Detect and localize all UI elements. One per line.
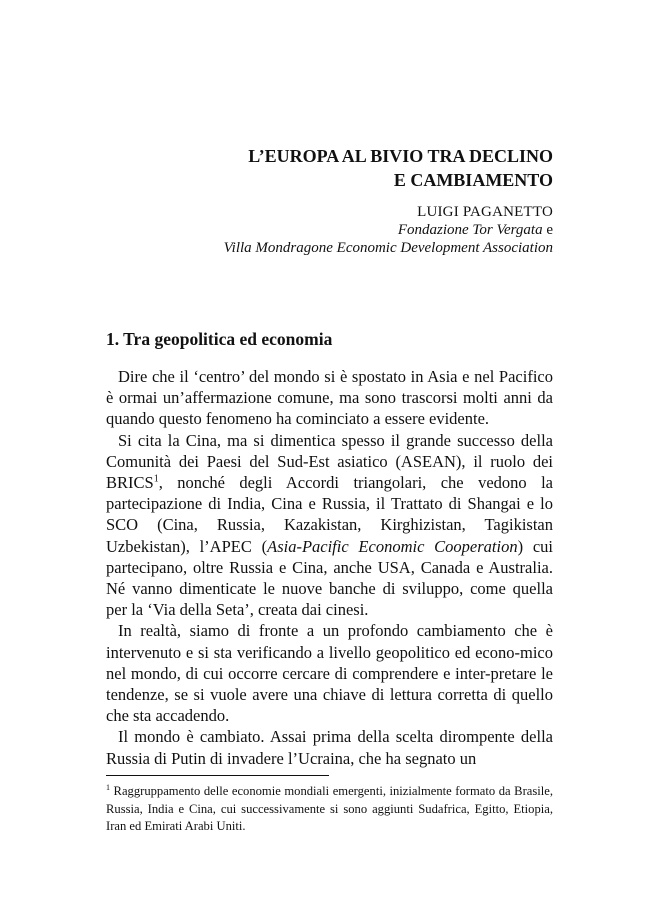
affiliation-2: Villa Mondragone Economic Development Association [223,240,553,256]
section-heading: 1. Tra geopolitica ed economia [106,329,333,349]
footnote-marker: 1 [106,782,110,792]
paragraph-1: Dire che il ‘centro’ del mondo si è spostato in Asia e nel Pacifico è ormai un’affermazione comune, ma sono trascorsi molti anni da quando questo fenomeno ha cominciato a essere evidente. [106,367,553,429]
body-text [106,366,553,769]
footnote-text: Raggruppamento delle economie mondiali emergenti, inizialmente formato da Brasile, Russia, India e Cina, cui successivamente si sono aggiunti Sudafrica, Egitto, Etiopia, Iran ed Emirati Arabi Uniti. [106,784,553,833]
paragraph-3: In realtà, siamo di fronte a un profondo cambiamento che è intervenuto e si sta verificando a livello geopolitico ed econo-mico nel mondo, di cui occorre cercare di comprendere e inter-pretare le tendenze, se si vuole avere una chiave di lettura corretta di quello che sta accadendo. [106,621,553,726]
affiliation-1: Fondazione Tor Vergata [397,222,543,238]
affiliation-conjunction: e [542,222,553,238]
footnote [106,783,553,836]
title-line-2: E CAMBIAMENTO [393,170,553,190]
chapter-title [100,144,553,192]
affiliation-line-1 [100,221,553,239]
paragraph-4: Il mondo è cambiato. Assai prima della scelta dirompente della Russia di Putin di invadere l’Ucraina, che ha segnato un [106,727,553,768]
paragraph-2 [106,430,553,621]
paragraph-2-part-a: Si cita la Cina, ma si dimentica spesso il grande successo della Comunità dei Paesi del Sud-Est asiatico (ASEAN), il ruolo dei BRICS [106,430,553,493]
title-line-1: L’EUROPA AL BIVIO TRA DECLINO [248,146,553,166]
footnote-reference[interactable]: 1 [153,473,159,485]
affiliation-line-2 [100,239,553,257]
paragraph-2-part-b: , nonché degli Accordi triangolari, che vedono la partecipazione di India, Cina e Russia, il Trattato di Shangai e lo SCO (Cina, Russia, Kazakistan, Kirghizistan, Tagikistan Uzbekistan), l’APEC ( [106,473,553,556]
paragraph-2-part-c: ) cui partecipano, oltre Russia e Cina, anche USA, Canada e Australia. Né vanno dimenticate le nuove banche di sviluppo, come quella per la ‘Via della Seta’, creata dai cinesi. [106,536,553,620]
paragraph-2-italic: Asia-Pacific Economic Cooperation [267,536,518,556]
footnote-divider [106,775,329,776]
author-name: LUIGI PAGANETTO [417,204,553,220]
author-block [100,203,553,257]
